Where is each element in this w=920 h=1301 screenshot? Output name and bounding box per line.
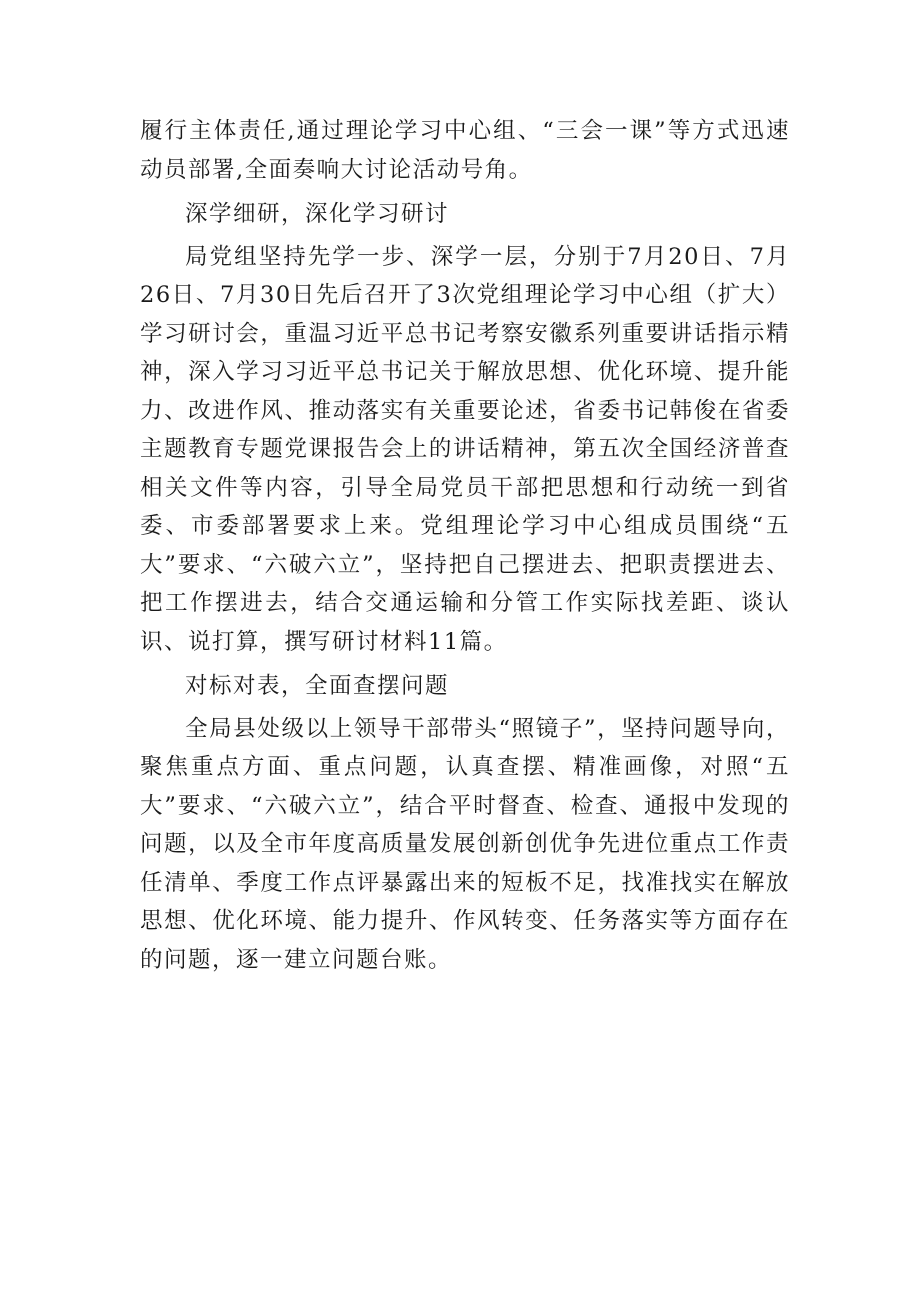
document-page bbox=[140, 112, 790, 979]
paragraph-continuation: 履行主体责任,通过理论学习中心组、“三会一课”等方式迅速动员部署,全面奏响大讨论活动号角。 bbox=[140, 118, 790, 183]
paragraph-problem-identification: 全局县处级以上领导干部带头“照镜子”，坚持问题导向，聚焦重点方面、重点问题，认真查摆、精准画像，对照“五大”要求、“六破六立”，结合平时督查、检查、通报中发现的问题，以及全市年度高质量发展创新创优争先进位重点工作责任清单、季度工作点评暴露出来的短板不足，找准找实在解放思想、优化环境、能力提升、作风转变、任务落实等方面存在的问题，逐一建立问题台账。 bbox=[140, 715, 790, 973]
section-heading-deep-study: 深学细研，深化学习研讨 bbox=[185, 201, 450, 227]
section-heading-benchmarking: 对标对表，全面查摆问题 bbox=[185, 673, 450, 699]
paragraph-study-seminars: 局党组坚持先学一步、深学一层，分别于7月20日、7月26日、7月30日先后召开了3次党组理论学习中心组（扩大）学习研讨会，重温习近平总书记考察安徽系列重要讲话指示精神，深入学习习近平总书记关于解放思想、优化环境、提升能力、改进作风、推动落实有关重要论述，省委书记韩俊在省委主题教育专题党课报告会上的讲话精神，第五次全国经济普查相关文件等内容，引导全局党员干部把思想和行动统一到省委、市委部署要求上来。党组理论学习中心组成员围绕“五大”要求、“六破六立”，坚持把自己摆进去、把职责摆进去、把工作摆进去，结合交通运输和分管工作实际找差距、谈认识、说打算，撰写研讨材料11篇。 bbox=[140, 243, 790, 655]
